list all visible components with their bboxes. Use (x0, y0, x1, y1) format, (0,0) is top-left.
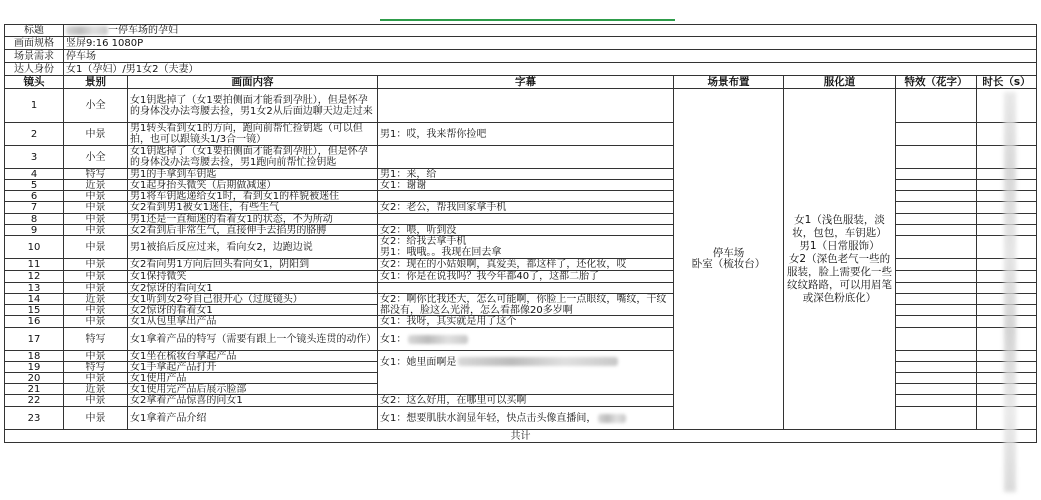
effects-cell (896, 191, 977, 202)
header-set: 场景布置 (674, 76, 784, 89)
shot-number: 9 (4, 225, 64, 236)
subtitle-cell (378, 283, 674, 294)
scene-type: 中景 (64, 259, 128, 271)
shot-content: 女1使用产品 (128, 373, 378, 384)
shot-number: 15 (4, 305, 64, 316)
shot-number: 14 (4, 294, 64, 305)
shot-content: 女1拿着产品介绍 (128, 407, 378, 430)
scene-type: 中景 (64, 395, 128, 407)
effects-cell (896, 283, 977, 294)
scene-type: 中景 (64, 236, 128, 259)
shot-content: 男1转头看到女1的方向，跑向前帮忙捡钥匙（可以但拍，也可以跟镜头1/3合一镜） (128, 123, 378, 146)
header-scene-type: 景别 (64, 76, 128, 89)
costume-cell: 女1（浅色服装，淡妆，包包，车钥匙） 男1（日常服饰） 女2（深色老气一些的服装，脸上需要化一些纹纹路路，可以用眉笔或深色粉底化） (784, 89, 896, 430)
shot-number: 1 (4, 89, 64, 123)
subtitle-cell (378, 214, 674, 225)
scene-type: 近景 (64, 180, 128, 191)
shot-number: 3 (4, 146, 64, 169)
blurred-duration-column (1004, 92, 1016, 492)
shot-number: 22 (4, 395, 64, 407)
shot-number: 11 (4, 259, 64, 271)
subtitle-cell: 女1： (378, 328, 674, 351)
scene-type: 近景 (64, 384, 128, 395)
subtitle-cell (378, 191, 674, 202)
shot-number: 21 (4, 384, 64, 395)
redacted-subtitle-text (408, 335, 468, 344)
subtitle-cell: 女2：这么好用，在哪里可以买啊 (378, 395, 674, 407)
shot-content: 男1还是一直痴迷的看着女1的状态，不为所动 (128, 214, 378, 225)
redacted-title-text (66, 26, 108, 35)
header-duration: 时长（s） (977, 76, 1037, 89)
shot-number: 2 (4, 123, 64, 146)
scene-type: 中景 (64, 373, 128, 384)
scene-type: 中景 (64, 271, 128, 283)
effects-cell (896, 294, 977, 305)
effects-cell (896, 395, 977, 407)
shot-number: 13 (4, 283, 64, 294)
effects-cell (896, 362, 977, 373)
effects-cell (896, 236, 977, 259)
shot-content: 女1保持微笑 (128, 271, 378, 283)
scene-type: 中景 (64, 202, 128, 214)
subtitle-cell: 女1：她里面啊是 (378, 351, 674, 395)
effects-cell (896, 169, 977, 180)
shot-content: 男1被掐后反应过来，看向女2，边跑边说 (128, 236, 378, 259)
header-shot: 镜头 (4, 76, 64, 89)
set-layout-cell: 停车场 卧室（梳妆台） (674, 89, 784, 430)
footer-total: 共计 (4, 430, 1037, 443)
shot-content: 男1将车钥匙递给女1时，看到女1的样貌被迷住 (128, 191, 378, 202)
scene-type: 中景 (64, 407, 128, 430)
storyboard-sheet (4, 0, 1037, 500)
scene-type: 中景 (64, 191, 128, 202)
subtitle-cell: 女2：喂，听到没 (378, 225, 674, 236)
effects-cell (896, 225, 977, 236)
shot-number: 4 (4, 169, 64, 180)
shot-content: 男1的手拿到车钥匙 (128, 169, 378, 180)
shot-content: 女1钥匙掉了（女1要拍侧面才能看到孕肚），但是怀孕的身体没办法弯腰去捡，男1女2从后面边聊天边走过来 (128, 89, 378, 123)
shot-content: 女1听到女2夸自己很开心（过度镜头） (128, 294, 378, 305)
scene-type: 特写 (64, 362, 128, 373)
shot-content: 女2看到男1被女1迷住，有些生气 (128, 202, 378, 214)
shot-number: 20 (4, 373, 64, 384)
subtitle-cell: 女1：谢谢 (378, 180, 674, 191)
effects-cell (896, 373, 977, 384)
shot-content: 女2看向男1方向后回头看向女1，阴阳到 (128, 259, 378, 271)
effects-cell (896, 146, 977, 169)
subtitle-cell: 女2：给我去拿手机 男1：哦哦。。我现在回去拿 (378, 236, 674, 259)
selection-indicator (380, 19, 675, 21)
subtitle-cell: 女2：啊你比我还大，怎么可能啊，你脸上一点眼纹，嘴纹，干纹都没有，脸这么光滑，怎么看都像20多岁啊 (378, 294, 674, 316)
meta-value-scene: 停车场 (64, 50, 1037, 63)
shot-number: 17 (4, 328, 64, 351)
subtitle-cell: 女2：老公，帮我回家拿手机 (378, 202, 674, 214)
subtitle-cell (378, 89, 674, 123)
subtitle-cell: 女2：现在的小姑娘啊，真爱美，都这样了，还化妆，哎 (378, 259, 674, 271)
effects-cell (896, 316, 977, 328)
effects-cell (896, 407, 977, 430)
shot-content: 女1钥匙掉了（女1要拍侧面才能看到孕肚），但是怀孕的身体没办法弯腰去捡，男1跑向前帮忙捡钥匙 (128, 146, 378, 169)
meta-label-cast: 达人身份 (4, 63, 64, 76)
effects-cell (896, 328, 977, 351)
effects-cell (896, 259, 977, 271)
redacted-subtitle-text (598, 414, 626, 423)
shot-content: 女1拿着产品的特写（需要有跟上一个镜头连贯的动作） (128, 328, 378, 351)
header-costume: 服化道 (784, 76, 896, 89)
subtitle-cell: 女1：你是在说我吗？我今年都40了，这都二胎了 (378, 271, 674, 283)
shot-content: 女2惊讶的看着女1 (128, 305, 378, 316)
shot-content: 女1手拿起产品打开 (128, 362, 378, 373)
subtitle-cell: 男1：来，给 (378, 169, 674, 180)
scene-type: 近景 (64, 294, 128, 305)
shot-content: 女1起身抬头微笑（后期做减速） (128, 180, 378, 191)
meta-label-format: 画面规格 (4, 37, 64, 50)
scene-type: 小全 (64, 146, 128, 169)
shot-number: 19 (4, 362, 64, 373)
shot-content: 女1坐在梳妆台拿起产品 (128, 351, 378, 362)
scene-type: 小全 (64, 89, 128, 123)
meta-label-scene: 场景需求 (4, 50, 64, 63)
effects-cell (896, 123, 977, 146)
header-effects: 特效（花字） (896, 76, 977, 89)
meta-value-title (64, 24, 1037, 37)
header-subtitle: 字幕 (378, 76, 674, 89)
subtitle-cell: 男1：哎，我来帮你捡吧 (378, 123, 674, 146)
scene-type: 中景 (64, 305, 128, 316)
shot-number: 5 (4, 180, 64, 191)
shot-number: 7 (4, 202, 64, 214)
effects-cell (896, 202, 977, 214)
shot-content: 女2看到后非常生气，直接伸手去掐男的胳膊 (128, 225, 378, 236)
effects-cell (896, 351, 977, 362)
shot-content: 女1从包里拿出产品 (128, 316, 378, 328)
header-content: 画面内容 (128, 76, 378, 89)
effects-cell (896, 305, 977, 316)
subtitle-cell: 女1：我呀，其实就是用了这个 (378, 316, 674, 328)
shot-number: 18 (4, 351, 64, 362)
effects-cell (896, 180, 977, 191)
shot-number: 12 (4, 271, 64, 283)
subtitle-cell: 女1：想要肌肤水润显年轻，快点击头像直播间， (378, 407, 674, 430)
effects-cell (896, 271, 977, 283)
scene-type: 中景 (64, 351, 128, 362)
shot-number: 23 (4, 407, 64, 430)
scene-type: 中景 (64, 283, 128, 294)
shot-number: 10 (4, 236, 64, 259)
shot-content: 女1使用完产品后展示脸部 (128, 384, 378, 395)
effects-cell (896, 214, 977, 225)
scene-type: 中景 (64, 123, 128, 146)
title-text: 一停车场的孕妇 (108, 25, 178, 36)
shot-content: 女2拿着产品惊喜的问女1 (128, 395, 378, 407)
subtitle-cell (378, 146, 674, 169)
scene-type: 中景 (64, 225, 128, 236)
effects-cell (896, 89, 977, 123)
meta-label-title: 标题 (4, 24, 64, 37)
scene-type: 中景 (64, 214, 128, 225)
redacted-subtitle-text (458, 357, 618, 366)
scene-type: 中景 (64, 316, 128, 328)
effects-cell (896, 384, 977, 395)
shot-content: 女2惊讶的看向女1 (128, 283, 378, 294)
shot-number: 16 (4, 316, 64, 328)
meta-value-format: 竖屏9:16 1080P (64, 37, 1037, 50)
scene-type: 特写 (64, 328, 128, 351)
meta-value-cast: 女1（孕妇）/男1女2（夫妻） (64, 63, 1037, 76)
shot-number: 8 (4, 214, 64, 225)
scene-type: 特写 (64, 169, 128, 180)
shot-number: 6 (4, 191, 64, 202)
